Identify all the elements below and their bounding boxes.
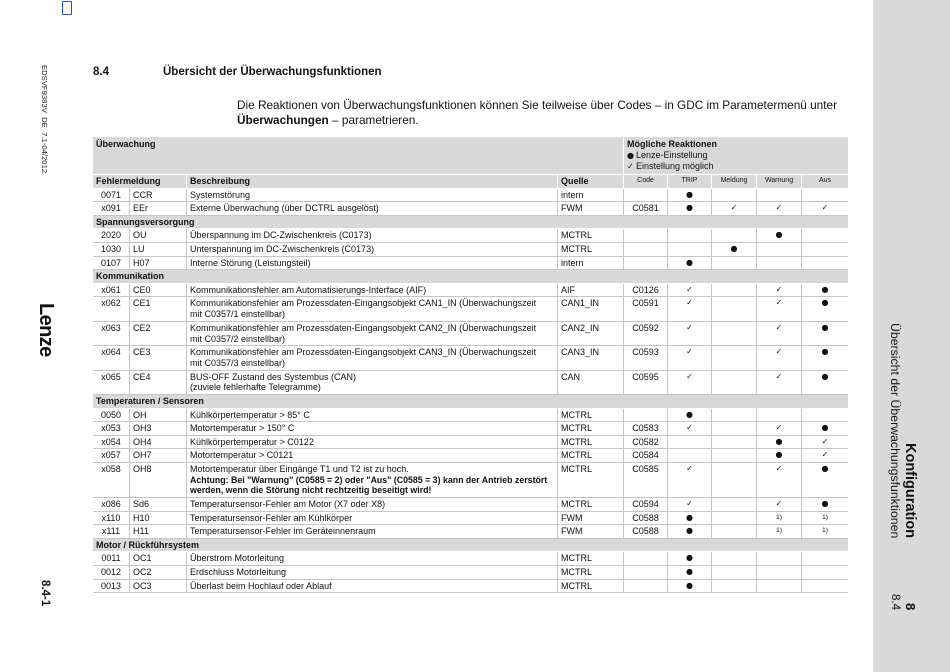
- error-code: OH3: [130, 422, 187, 436]
- description-cell: [187, 436, 558, 450]
- trip-reaction: ✓: [668, 422, 712, 436]
- warning-reaction: [757, 580, 802, 594]
- off-reaction: ✓: [802, 436, 848, 450]
- off-reaction: [802, 189, 848, 203]
- error-number: x057: [93, 449, 130, 463]
- source: MCTRL: [558, 463, 624, 498]
- trip-reaction: ●: [668, 552, 712, 566]
- side-tab-chapter-number: 8: [903, 602, 918, 610]
- trip-reaction: ✓: [668, 297, 712, 321]
- error-number: 0012: [93, 566, 130, 580]
- table-row: [93, 189, 848, 203]
- table-row: [93, 297, 848, 321]
- section-number: 8.4: [93, 66, 109, 78]
- error-code: H10: [130, 512, 187, 526]
- error-number: x061: [93, 284, 130, 298]
- column-header-off: Aus: [802, 175, 848, 189]
- off-reaction: ✓: [802, 449, 848, 463]
- message-reaction: [712, 498, 757, 512]
- source: MCTRL: [558, 552, 624, 566]
- code-parameter: C0126: [624, 284, 668, 298]
- code-parameter: C0582: [624, 436, 668, 450]
- warning-reaction: ✓: [757, 371, 802, 395]
- trip-reaction: ●: [668, 512, 712, 526]
- off-reaction: ●: [802, 322, 848, 346]
- source: intern: [558, 189, 624, 203]
- source: FWM: [558, 525, 624, 539]
- section-row: [93, 395, 848, 409]
- table-row: [93, 512, 848, 526]
- trip-reaction: [668, 243, 712, 257]
- description-cell: [187, 566, 558, 580]
- warning-reaction: 1): [757, 512, 802, 526]
- warning-reaction: [757, 189, 802, 203]
- table-row: [93, 229, 848, 243]
- source: MCTRL: [558, 449, 624, 463]
- code-parameter: C0595: [624, 371, 668, 395]
- error-number: x065: [93, 371, 130, 395]
- warning-reaction: [757, 243, 802, 257]
- error-code: OH7: [130, 449, 187, 463]
- error-number: x058: [93, 463, 130, 498]
- side-tab-section-title: Übersicht der Überwachungsfunktionen: [888, 322, 902, 538]
- code-parameter: C0581: [624, 202, 668, 216]
- warning-reaction: [757, 552, 802, 566]
- message-reaction: [712, 525, 757, 539]
- description-line: Motortemperatur über Eingänge T1 und T2 ist zu hoch.: [190, 463, 409, 474]
- error-code: CCR: [130, 189, 187, 203]
- off-reaction: [802, 257, 848, 271]
- description-line: mit C0357/3 einstellbar): [190, 357, 286, 368]
- warning-reaction: ✓: [757, 498, 802, 512]
- description-line: Systemstörung: [190, 189, 251, 200]
- description-cell: [187, 580, 558, 594]
- code-parameter: [624, 566, 668, 580]
- source: MCTRL: [558, 422, 624, 436]
- description-cell: [187, 422, 558, 436]
- section-title: Motor / Rückführsystem: [93, 539, 848, 553]
- description-cell: [187, 322, 558, 346]
- description-line: Kühlkörpertemperatur > C0122: [190, 436, 314, 447]
- off-reaction: ●: [802, 346, 848, 370]
- message-reaction: [712, 371, 757, 395]
- description-cell: [187, 498, 558, 512]
- trip-reaction: ●: [668, 409, 712, 423]
- trip-reaction: ●: [668, 580, 712, 594]
- column-header-error: Fehlermeldung: [93, 175, 187, 189]
- error-number: x091: [93, 202, 130, 216]
- table-row: [93, 371, 848, 395]
- off-reaction: [802, 229, 848, 243]
- off-reaction: ●: [802, 422, 848, 436]
- intro-line-2-rest: – parametrieren.: [328, 113, 419, 127]
- trip-reaction: [668, 449, 712, 463]
- section-row: [93, 539, 848, 553]
- trip-reaction: [668, 436, 712, 450]
- message-reaction: [712, 229, 757, 243]
- off-reaction: 1): [802, 525, 848, 539]
- error-code: CE1: [130, 297, 187, 321]
- message-reaction: [712, 322, 757, 346]
- message-reaction: [712, 189, 757, 203]
- source: MCTRL: [558, 436, 624, 450]
- error-number: x053: [93, 422, 130, 436]
- description-line: Kommunikationsfehler am Automatisierungs-Interface (AIF): [190, 284, 427, 295]
- error-code: OC1: [130, 552, 187, 566]
- trip-reaction: [668, 229, 712, 243]
- error-code: OU: [130, 229, 187, 243]
- source: MCTRL: [558, 566, 624, 580]
- description-line: Unterspannung im DC-Zwischenkreis (C0173): [190, 243, 375, 254]
- error-code: OH4: [130, 436, 187, 450]
- table-row: [93, 257, 848, 271]
- error-number: 0071: [93, 189, 130, 203]
- table-group-header-row: [93, 137, 848, 175]
- message-reaction: ●: [712, 243, 757, 257]
- page-number: 8.4-1: [39, 580, 51, 607]
- warning-reaction: ✓: [757, 322, 802, 346]
- error-code: CE4: [130, 371, 187, 395]
- intro-line-2: [237, 113, 837, 128]
- warning-reaction: ✓: [757, 346, 802, 370]
- trip-reaction: ✓: [668, 346, 712, 370]
- code-parameter: [624, 580, 668, 594]
- message-reaction: [712, 512, 757, 526]
- warning-reaction: 1): [757, 525, 802, 539]
- intro-line-1: Die Reaktionen von Überwachungsfunktionen können Sie teilweise über Codes – in GDC im Parametermenü unter: [237, 98, 837, 112]
- trip-reaction: ✓: [668, 498, 712, 512]
- off-reaction: [802, 566, 848, 580]
- source: CAN1_IN: [558, 297, 624, 321]
- off-reaction: [802, 243, 848, 257]
- side-tab-chapter-title: Konfiguration: [902, 442, 918, 538]
- table-row: [93, 322, 848, 346]
- code-parameter: C0591: [624, 297, 668, 321]
- message-reaction: ✓: [712, 202, 757, 216]
- error-number: 2020: [93, 229, 130, 243]
- description-cell: [187, 229, 558, 243]
- code-parameter: C0592: [624, 322, 668, 346]
- description-cell: [187, 202, 558, 216]
- warning-reaction: [757, 566, 802, 580]
- trip-reaction: ✓: [668, 463, 712, 498]
- trip-reaction: ●: [668, 202, 712, 216]
- error-code: CE3: [130, 346, 187, 370]
- message-reaction: [712, 257, 757, 271]
- error-number: 0050: [93, 409, 130, 423]
- description-cell: [187, 512, 558, 526]
- off-reaction: [802, 409, 848, 423]
- error-number: 0107: [93, 257, 130, 271]
- error-number: x062: [93, 297, 130, 321]
- description-cell: [187, 243, 558, 257]
- error-number: x063: [93, 322, 130, 346]
- description-line: Überstrom Motorleitung: [190, 553, 285, 564]
- description-line: BUS-OFF Zustand des Systembus (CAN): [190, 371, 357, 382]
- source: intern: [558, 257, 624, 271]
- table-row: [93, 422, 848, 436]
- description-line: Kühlkörpertemperatur > 85° C: [190, 409, 310, 420]
- section-title: Spannungsversorgung: [93, 216, 848, 230]
- message-reaction: [712, 566, 757, 580]
- section-title: Kommunikation: [93, 270, 848, 284]
- description-cell: [187, 346, 558, 370]
- reactions-title: Mögliche Reaktionen: [627, 138, 718, 149]
- description-cell: [187, 525, 558, 539]
- trip-reaction: ●: [668, 566, 712, 580]
- message-reaction: [712, 449, 757, 463]
- table-row: [93, 409, 848, 423]
- column-header-code: Code: [624, 175, 668, 189]
- description-line: Überlast beim Hochlauf oder Ablauf: [190, 580, 332, 591]
- trip-reaction: ✓: [668, 371, 712, 395]
- description-cell: [187, 371, 558, 395]
- off-reaction: ●: [802, 284, 848, 298]
- message-reaction: [712, 346, 757, 370]
- intro-paragraph: [237, 98, 837, 128]
- code-parameter: C0588: [624, 525, 668, 539]
- error-code: OH: [130, 409, 187, 423]
- document-code: EDSVF9383V DE 7.1-04/2012: [40, 65, 49, 174]
- table-row: [93, 552, 848, 566]
- description-cell: [187, 189, 558, 203]
- reactions-legend: [624, 137, 848, 175]
- monitoring-group-header: Überwachung: [93, 137, 624, 175]
- message-reaction: [712, 422, 757, 436]
- column-header-warning: Warnung: [757, 175, 802, 189]
- error-number: x064: [93, 346, 130, 370]
- intro-menu-name: Überwachungen: [237, 113, 329, 127]
- off-reaction: [802, 580, 848, 594]
- trip-reaction: ●: [668, 525, 712, 539]
- warning-reaction: [757, 409, 802, 423]
- error-code: LU: [130, 243, 187, 257]
- description-line: Kommunikationsfehler am Prozessdaten-Eingangsobjekt CAN2_IN (Überwachungszeit: [190, 322, 537, 333]
- column-header-source: Quelle: [558, 175, 624, 189]
- description-line: Erdschluss Motorleitung: [190, 567, 287, 578]
- warning-reaction: ✓: [757, 463, 802, 498]
- description-line: Temperatursensor-Fehler am Motor (X7 oder X8): [190, 499, 386, 510]
- source: MCTRL: [558, 580, 624, 594]
- description-line: Kommunikationsfehler am Prozessdaten-Eingangsobjekt CAN3_IN (Überwachungszeit: [190, 347, 537, 358]
- trip-reaction: ✓: [668, 322, 712, 346]
- off-reaction: ✓: [802, 202, 848, 216]
- warning-reaction: ✓: [757, 297, 802, 321]
- side-tab-titles: [884, 290, 918, 538]
- source: CAN2_IN: [558, 322, 624, 346]
- error-number: x111: [93, 525, 130, 539]
- warning-reaction: ●: [757, 229, 802, 243]
- warning-note-line: werden, wenn die Störung nicht rechtzeitig beseitigt wird!: [190, 485, 432, 496]
- error-code: CE0: [130, 284, 187, 298]
- description-line: mit C0357/2 einstellbar): [190, 333, 286, 344]
- source: AIF: [558, 284, 624, 298]
- message-reaction: [712, 297, 757, 321]
- section-row: [93, 270, 848, 284]
- table-row: [93, 463, 848, 498]
- error-number: 0011: [93, 552, 130, 566]
- code-parameter: C0584: [624, 449, 668, 463]
- warning-reaction: ✓: [757, 422, 802, 436]
- off-reaction: ●: [802, 371, 848, 395]
- code-parameter: [624, 243, 668, 257]
- monitoring-functions-table: [93, 137, 848, 593]
- message-reaction: [712, 284, 757, 298]
- error-code: OC3: [130, 580, 187, 594]
- error-code: H11: [130, 525, 187, 539]
- trip-reaction: ✓: [668, 284, 712, 298]
- warning-reaction: ●: [757, 436, 802, 450]
- description-cell: [187, 552, 558, 566]
- description-cell: [187, 284, 558, 298]
- warning-reaction: [757, 257, 802, 271]
- code-parameter: [624, 229, 668, 243]
- table-row: [93, 566, 848, 580]
- trip-reaction: ●: [668, 189, 712, 203]
- source: MCTRL: [558, 229, 624, 243]
- error-number: x054: [93, 436, 130, 450]
- description-cell: [187, 257, 558, 271]
- source: FWM: [558, 512, 624, 526]
- off-reaction: ●: [802, 463, 848, 498]
- message-reaction: [712, 409, 757, 423]
- message-reaction: [712, 463, 757, 498]
- description-line: Überspannung im DC-Zwischenkreis (C0173): [190, 230, 372, 241]
- lenze-logo: Lenze: [35, 303, 57, 357]
- error-number: x110: [93, 512, 130, 526]
- table-row: [93, 202, 848, 216]
- description-line: (zuviele fehlerhafte Telegramme): [190, 382, 321, 393]
- column-header-message: Meldung: [712, 175, 757, 189]
- description-line: Interne Störung (Leistungsteil): [190, 257, 311, 268]
- message-reaction: [712, 552, 757, 566]
- off-reaction: ●: [802, 297, 848, 321]
- code-parameter: C0585: [624, 463, 668, 498]
- off-reaction: ●: [802, 498, 848, 512]
- column-header-description: Beschreibung: [187, 175, 558, 189]
- legend-default: [627, 150, 845, 161]
- error-code: OH8: [130, 463, 187, 498]
- code-parameter: C0594: [624, 498, 668, 512]
- legend-possible: [627, 161, 845, 172]
- table-row: [93, 346, 848, 370]
- warning-reaction: ✓: [757, 284, 802, 298]
- source: CAN: [558, 371, 624, 395]
- column-header-trip: TRIP: [668, 175, 712, 189]
- error-code: Sd6: [130, 498, 187, 512]
- description-line: Temperatursensor-Fehler im Geräteinnenraum: [190, 526, 376, 537]
- legend-default-label: Lenze-Einstellung: [636, 149, 708, 160]
- off-reaction: 1): [802, 512, 848, 526]
- code-parameter: C0593: [624, 346, 668, 370]
- description-line: Temperatursensor-Fehler am Kühlkörper: [190, 512, 353, 523]
- source: CAN3_IN: [558, 346, 624, 370]
- error-number: 1030: [93, 243, 130, 257]
- table-row: [93, 525, 848, 539]
- filled-dot-icon: ●: [627, 150, 634, 160]
- error-number: 0013: [93, 580, 130, 594]
- table-row: [93, 580, 848, 594]
- side-tab-numbers: [884, 585, 918, 610]
- code-parameter: [624, 189, 668, 203]
- table-column-header-row: [93, 175, 848, 189]
- description-cell: [187, 449, 558, 463]
- warning-reaction: ●: [757, 449, 802, 463]
- table-row: [93, 284, 848, 298]
- table-body: [93, 189, 848, 594]
- code-parameter: C0583: [624, 422, 668, 436]
- trip-reaction: ●: [668, 257, 712, 271]
- message-reaction: [712, 580, 757, 594]
- code-parameter: [624, 552, 668, 566]
- legend-possible-label: Einstellung möglich: [636, 160, 714, 171]
- description-line: Externe Überwachung (über DCTRL ausgelöst): [190, 203, 379, 214]
- description-line: mit C0357/1 einstellbar): [190, 309, 286, 320]
- off-reaction: [802, 552, 848, 566]
- description-cell: [187, 463, 558, 498]
- source: FWM: [558, 202, 624, 216]
- error-code: EEr: [130, 202, 187, 216]
- description-cell: [187, 297, 558, 321]
- error-code: OC2: [130, 566, 187, 580]
- table-row: [93, 498, 848, 512]
- description-line: Kommunikationsfehler am Prozessdaten-Eingangsobjekt CAN1_IN (Überwachungszeit: [190, 298, 537, 309]
- error-code: CE2: [130, 322, 187, 346]
- warning-note-line: Achtung: Bei "Warnung" (C0585 = 2) oder "Aus" (C0585 = 3) kann der Antrieb zerstört: [190, 474, 548, 485]
- checkmark-icon: ✓: [627, 161, 634, 171]
- warning-reaction: ✓: [757, 202, 802, 216]
- bookmark-icon[interactable]: [62, 1, 72, 15]
- table-row: [93, 436, 848, 450]
- description-line: Motortemperatur > 150° C: [190, 423, 295, 434]
- side-tab-section-number: 8.4: [889, 594, 901, 610]
- code-parameter: [624, 257, 668, 271]
- source: MCTRL: [558, 243, 624, 257]
- section-title: Übersicht der Überwachungsfunktionen: [163, 66, 382, 78]
- section-row: [93, 216, 848, 230]
- source: MCTRL: [558, 409, 624, 423]
- section-title: Temperaturen / Sensoren: [93, 395, 848, 409]
- table-row: [93, 449, 848, 463]
- source: MCTRL: [558, 498, 624, 512]
- error-code: H07: [130, 257, 187, 271]
- error-number: x086: [93, 498, 130, 512]
- description-cell: [187, 409, 558, 423]
- code-parameter: [624, 409, 668, 423]
- description-line: Motortemperatur > C0121: [190, 450, 294, 461]
- code-parameter: C0588: [624, 512, 668, 526]
- message-reaction: [712, 436, 757, 450]
- table-row: [93, 243, 848, 257]
